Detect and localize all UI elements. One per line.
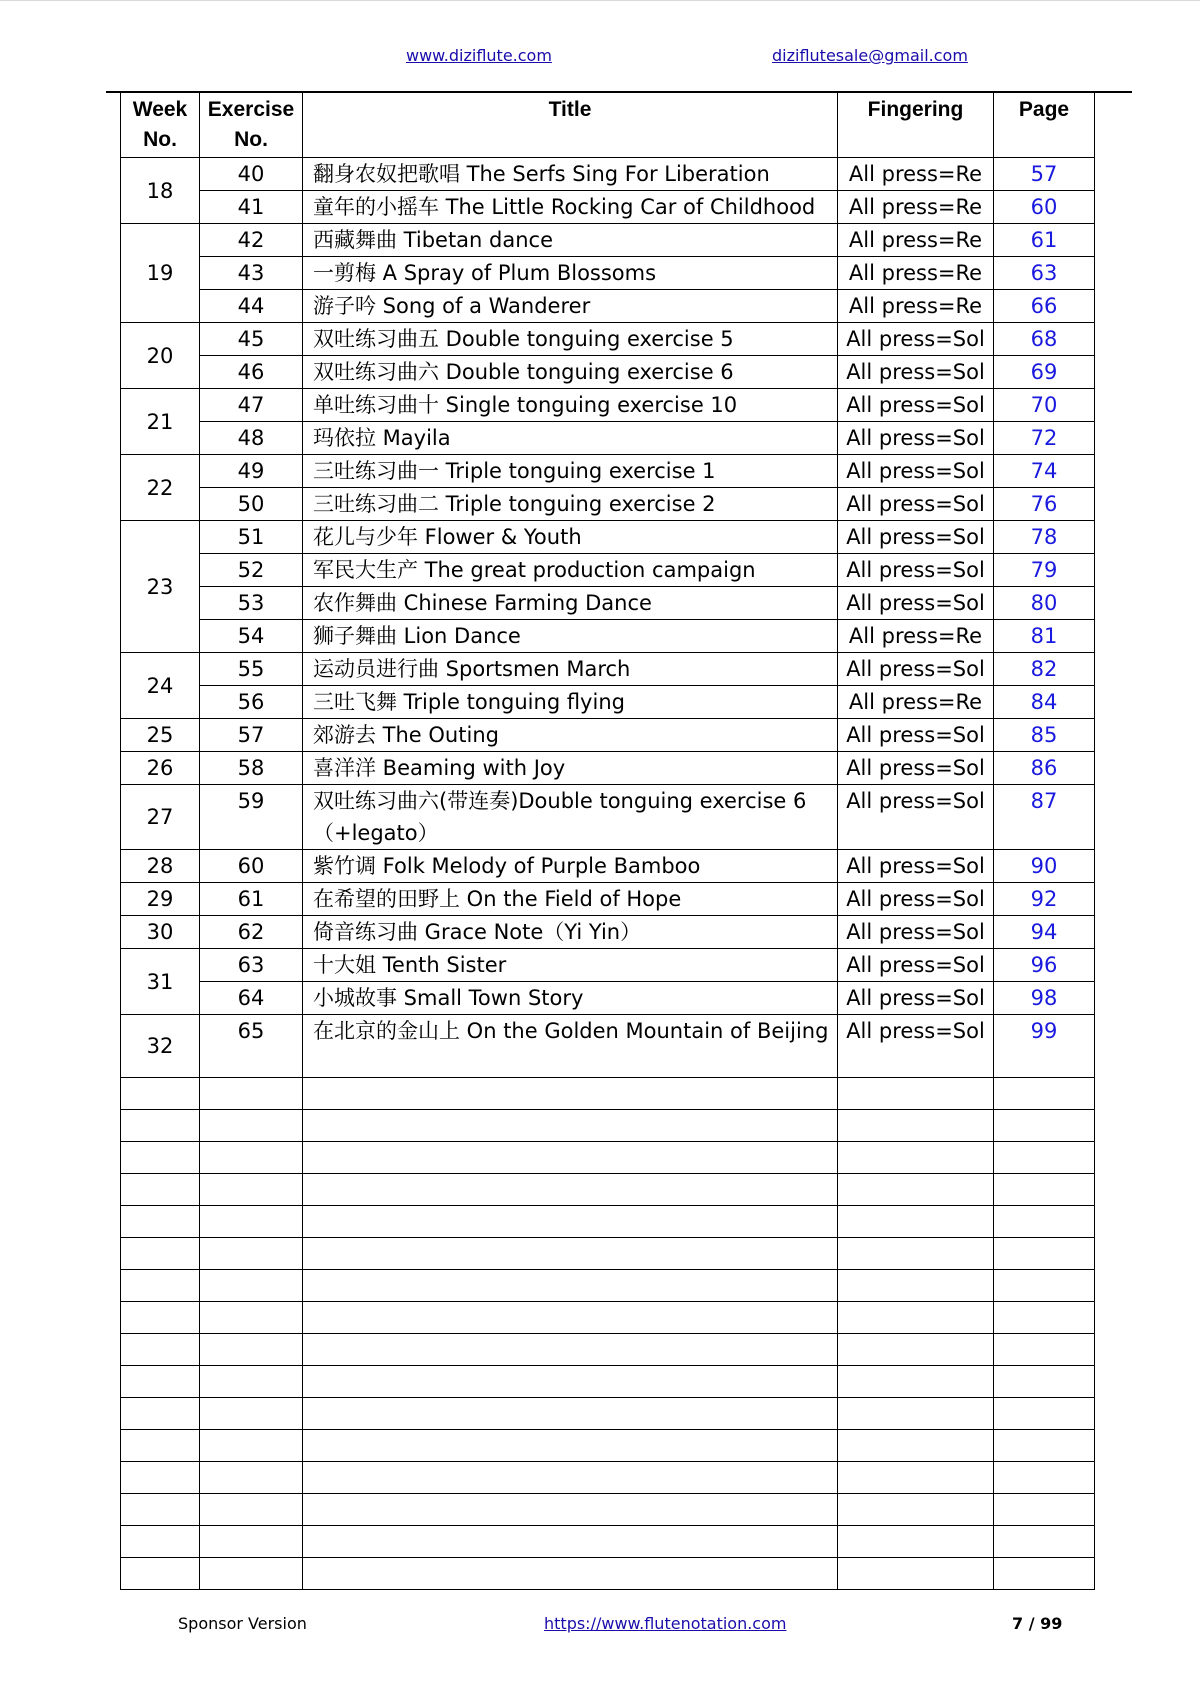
empty-cell [838,1462,994,1494]
empty-cell [200,1334,303,1366]
exercise-number: 47 [200,389,303,422]
exercise-title: 十大姐 Tenth Sister [303,949,838,982]
empty-cell [200,1398,303,1430]
exercise-number: 40 [200,158,303,191]
table-row [121,883,1095,916]
empty-cell [303,1142,838,1174]
page-number[interactable]: 85 [994,719,1095,752]
fingering-value: All press=Sol [838,422,994,455]
table-row [121,488,1095,521]
table-header-row [121,93,1095,158]
exercise-number: 56 [200,686,303,719]
empty-cell [994,1494,1095,1526]
empty-cell [200,1238,303,1270]
week-number: 25 [121,719,200,752]
empty-cell [838,1398,994,1430]
empty-cell [303,1430,838,1462]
empty-cell [994,1334,1095,1366]
fingering-value: All press=Sol [838,455,994,488]
fingering-value: All press=Sol [838,1015,994,1078]
empty-cell [838,1142,994,1174]
empty-cell [200,1142,303,1174]
exercise-number: 60 [200,850,303,883]
footer-page-number: 7 / 99 [1012,1614,1063,1633]
empty-cell [121,1366,200,1398]
empty-row [121,1334,1095,1366]
page-number[interactable]: 82 [994,653,1095,686]
empty-row [121,1174,1095,1206]
exercise-number: 65 [200,1015,303,1078]
fingering-value: All press=Sol [838,356,994,389]
exercise-title: 单吐练习曲十 Single tonguing exercise 10 [303,389,838,422]
page-number[interactable]: 72 [994,422,1095,455]
week-number: 19 [121,224,200,323]
exercise-number: 41 [200,191,303,224]
website-link[interactable]: www.diziflute.com [406,46,552,65]
empty-cell [994,1174,1095,1206]
empty-cell [121,1174,200,1206]
exercise-number: 55 [200,653,303,686]
exercise-title: 运动员进行曲 Sportsmen March [303,653,838,686]
week-number: 18 [121,158,200,224]
table-row [121,554,1095,587]
fingering-value: All press=Sol [838,521,994,554]
exercise-number: 53 [200,587,303,620]
empty-cell [121,1334,200,1366]
exercise-title: 西藏舞曲 Tibetan dance [303,224,838,257]
empty-cell [303,1270,838,1302]
fingering-value: All press=Sol [838,850,994,883]
exercise-number: 51 [200,521,303,554]
exercise-title: 军民大生产 The great production campaign [303,554,838,587]
week-number: 20 [121,323,200,389]
exercise-number: 54 [200,620,303,653]
toc-table [120,92,1095,1590]
exercise-number: 62 [200,916,303,949]
empty-row [121,1398,1095,1430]
empty-cell [303,1078,838,1110]
exercise-title: 三吐飞舞 Triple tonguing flying [303,686,838,719]
table-row [121,455,1095,488]
page-number[interactable]: 69 [994,356,1095,389]
table-row [121,752,1095,785]
fingering-value: All press=Re [838,158,994,191]
title-header: Title [303,93,838,158]
empty-cell [994,1078,1095,1110]
page-number[interactable]: 80 [994,587,1095,620]
exercise-number: 50 [200,488,303,521]
fingering-value: All press=Sol [838,389,994,422]
empty-cell [838,1302,994,1334]
empty-cell [838,1206,994,1238]
page-number[interactable]: 90 [994,850,1095,883]
page-number[interactable]: 63 [994,257,1095,290]
empty-cell [200,1366,303,1398]
fingering-value: All press=Sol [838,916,994,949]
page-number[interactable]: 94 [994,916,1095,949]
table-row [121,949,1095,982]
week-number: 24 [121,653,200,719]
empty-cell [838,1558,994,1590]
page-number[interactable]: 86 [994,752,1095,785]
empty-cell [303,1462,838,1494]
footer-version: Sponsor Version [178,1614,307,1633]
exercise-title: 花儿与少年 Flower & Youth [303,521,838,554]
exercise-number: 45 [200,323,303,356]
empty-cell [303,1238,838,1270]
empty-cell [200,1526,303,1558]
empty-cell [303,1206,838,1238]
exercise-number: 48 [200,422,303,455]
exercise-title: 狮子舞曲 Lion Dance [303,620,838,653]
empty-cell [121,1142,200,1174]
empty-cell [303,1334,838,1366]
exercise-title: 游子吟 Song of a Wanderer [303,290,838,323]
page-number[interactable]: 76 [994,488,1095,521]
empty-row [121,1270,1095,1302]
email-link[interactable]: diziflutesale@gmail.com [772,46,968,65]
table-row [121,191,1095,224]
empty-cell [121,1110,200,1142]
page-number[interactable]: 99 [994,1015,1095,1078]
exercise-title: 喜洋洋 Beaming with Joy [303,752,838,785]
exercise-number: 61 [200,883,303,916]
empty-cell [994,1302,1095,1334]
table-row [121,290,1095,323]
table-row [121,356,1095,389]
fingering-value: All press=Sol [838,752,994,785]
empty-cell [994,1270,1095,1302]
fingering-header: Fingering [838,93,994,158]
empty-cell [121,1398,200,1430]
exercise-title: 双吐练习曲六 Double tonguing exercise 6 [303,356,838,389]
table-row [121,389,1095,422]
week-number: 32 [121,1015,200,1078]
page-number[interactable]: 66 [994,290,1095,323]
week-number: 27 [121,785,200,850]
table-row [121,257,1095,290]
page-header: Page [994,93,1095,158]
fingering-value: All press=Sol [838,488,994,521]
fingering-value: All press=Re [838,257,994,290]
exercise-title: 一剪梅 A Spray of Plum Blossoms [303,257,838,290]
exercise-number: 59 [200,785,303,850]
table-row [121,653,1095,686]
exercise-title: 三吐练习曲二 Triple tonguing exercise 2 [303,488,838,521]
exercise-title: 紫竹调 Folk Melody of Purple Bamboo [303,850,838,883]
empty-cell [200,1494,303,1526]
empty-cell [994,1110,1095,1142]
exercise-number: 44 [200,290,303,323]
fingering-value: All press=Sol [838,883,994,916]
week-number: 29 [121,883,200,916]
exercise-title: 双吐练习曲六(带连奏)Double tonguing exercise 6（+legato） [303,785,838,850]
empty-row [121,1142,1095,1174]
table-row [121,916,1095,949]
empty-row [121,1302,1095,1334]
empty-cell [303,1302,838,1334]
empty-row [121,1462,1095,1494]
week-number: 21 [121,389,200,455]
page-number[interactable]: 78 [994,521,1095,554]
table-row [121,850,1095,883]
table-row [121,323,1095,356]
empty-cell [303,1494,838,1526]
empty-cell [303,1110,838,1142]
empty-cell [121,1078,200,1110]
exercise-title: 双吐练习曲五 Double tonguing exercise 5 [303,323,838,356]
fingering-value: All press=Sol [838,785,994,850]
empty-cell [838,1270,994,1302]
week-number: 28 [121,850,200,883]
empty-cell [994,1206,1095,1238]
footer-link[interactable]: https://www.flutenotation.com [544,1614,787,1633]
empty-cell [838,1238,994,1270]
table-row [121,719,1095,752]
empty-cell [303,1366,838,1398]
page-number[interactable]: 96 [994,949,1095,982]
week-number: 30 [121,916,200,949]
fingering-value: All press=Re [838,290,994,323]
exercise-title: 郊游去 The Outing [303,719,838,752]
empty-cell [200,1078,303,1110]
empty-cell [994,1142,1095,1174]
exercise-number: 43 [200,257,303,290]
empty-row [121,1526,1095,1558]
empty-cell [994,1398,1095,1430]
exercise-number: 49 [200,455,303,488]
fingering-value: All press=Sol [838,719,994,752]
fingering-value: All press=Sol [838,982,994,1015]
empty-row [121,1366,1095,1398]
empty-cell [838,1430,994,1462]
fingering-value: All press=Re [838,224,994,257]
page-number[interactable]: 92 [994,883,1095,916]
empty-cell [200,1558,303,1590]
page-number[interactable]: 68 [994,323,1095,356]
empty-cell [303,1398,838,1430]
exercise-title: 小城故事 Small Town Story [303,982,838,1015]
empty-cell [994,1430,1095,1462]
empty-cell [121,1494,200,1526]
exercise-number: 52 [200,554,303,587]
page-number[interactable]: 70 [994,389,1095,422]
empty-cell [994,1366,1095,1398]
empty-cell [200,1270,303,1302]
table-row [121,224,1095,257]
exercise-number: 57 [200,719,303,752]
table-row [121,587,1095,620]
empty-cell [303,1174,838,1206]
table-row [121,521,1095,554]
exercise-number: 64 [200,982,303,1015]
empty-cell [200,1110,303,1142]
page-number[interactable]: 84 [994,686,1095,719]
week-number: 31 [121,949,200,1015]
empty-row [121,1494,1095,1526]
empty-cell [303,1526,838,1558]
empty-row [121,1078,1095,1110]
empty-cell [994,1462,1095,1494]
empty-cell [838,1110,994,1142]
table-row [121,158,1095,191]
page-number[interactable]: 81 [994,620,1095,653]
exercise-title: 在北京的金山上 On the Golden Mountain of Beijing [303,1015,838,1078]
empty-cell [200,1430,303,1462]
empty-row [121,1238,1095,1270]
page-number[interactable]: 87 [994,785,1095,850]
page-number[interactable]: 98 [994,982,1095,1015]
empty-cell [994,1526,1095,1558]
exercise-number: 63 [200,949,303,982]
page-number[interactable]: 74 [994,455,1095,488]
exercise-no-header: Exercise No. [200,93,303,158]
empty-cell [838,1366,994,1398]
page-number[interactable]: 57 [994,158,1095,191]
page-number[interactable]: 61 [994,224,1095,257]
empty-cell [121,1462,200,1494]
toc-body [121,158,1095,1590]
page-number[interactable]: 60 [994,191,1095,224]
empty-cell [838,1526,994,1558]
exercise-title: 三吐练习曲一 Triple tonguing exercise 1 [303,455,838,488]
empty-cell [200,1462,303,1494]
exercise-number: 42 [200,224,303,257]
empty-cell [838,1174,994,1206]
empty-cell [200,1206,303,1238]
empty-cell [994,1238,1095,1270]
page-top-border [0,0,1200,1]
empty-cell [994,1558,1095,1590]
table-row [121,1015,1095,1078]
fingering-value: All press=Sol [838,554,994,587]
table-row [121,422,1095,455]
empty-cell [838,1494,994,1526]
empty-row [121,1430,1095,1462]
exercise-number: 46 [200,356,303,389]
week-number: 23 [121,521,200,653]
exercise-number: 58 [200,752,303,785]
exercise-title: 玛依拉 Mayila [303,422,838,455]
empty-row [121,1110,1095,1142]
empty-row [121,1206,1095,1238]
empty-cell [303,1558,838,1590]
fingering-value: All press=Re [838,620,994,653]
fingering-value: All press=Sol [838,949,994,982]
table-row [121,982,1095,1015]
week-number: 26 [121,752,200,785]
fingering-value: All press=Sol [838,323,994,356]
page-number[interactable]: 79 [994,554,1095,587]
empty-cell [121,1430,200,1462]
exercise-title: 童年的小摇车 The Little Rocking Car of Childhood [303,191,838,224]
empty-cell [121,1558,200,1590]
table-row [121,620,1095,653]
exercise-title: 倚音练习曲 Grace Note（Yi Yin） [303,916,838,949]
empty-cell [200,1174,303,1206]
week-no-header: Week No. [121,93,200,158]
empty-cell [838,1334,994,1366]
table-row [121,785,1095,850]
empty-cell [121,1238,200,1270]
exercise-title: 翻身农奴把歌唱 The Serfs Sing For Liberation [303,158,838,191]
empty-cell [121,1206,200,1238]
fingering-value: All press=Re [838,191,994,224]
empty-cell [200,1302,303,1334]
fingering-value: All press=Re [838,686,994,719]
week-number: 22 [121,455,200,521]
exercise-title: 在希望的田野上 On the Field of Hope [303,883,838,916]
empty-cell [121,1302,200,1334]
exercise-title: 农作舞曲 Chinese Farming Dance [303,587,838,620]
empty-cell [121,1270,200,1302]
fingering-value: All press=Sol [838,653,994,686]
fingering-value: All press=Sol [838,587,994,620]
empty-row [121,1558,1095,1590]
empty-cell [121,1526,200,1558]
table-row [121,686,1095,719]
empty-cell [838,1078,994,1110]
